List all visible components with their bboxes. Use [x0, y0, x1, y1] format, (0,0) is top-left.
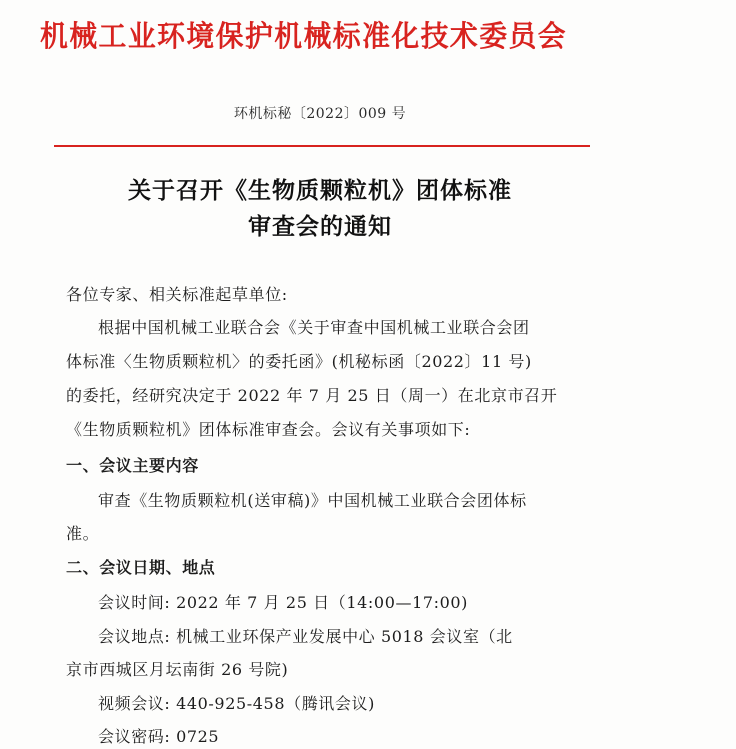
- notice-title-line-1: 关于召开《生物质颗粒机》团体标准: [128, 177, 512, 204]
- notice-title-line-2: 审查会的通知: [248, 213, 392, 240]
- intro-line-3: 的委托，经研究决定于 2022 年 7 月 25 日（周一）在北京市召开: [66, 386, 558, 405]
- section-1-content-line-2: 准。: [66, 524, 100, 543]
- section-2-heading: 二、会议日期、地点: [66, 558, 216, 577]
- section-1-content-line-1: 审查《生物质颗粒机(送审稿)》中国机械工业联合会团体标: [98, 491, 527, 510]
- section-1-heading: 一、会议主要内容: [66, 456, 199, 475]
- org-letterhead-title: 机械工业环境保护机械标准化技术委员会: [40, 19, 568, 53]
- salutation: 各位专家、相关标准起草单位:: [66, 285, 288, 304]
- intro-line-2: 体标准〈生物质颗粒机〉的委托函》(机秘标函〔2022〕11 号): [66, 352, 532, 371]
- letterhead-divider: [54, 145, 590, 147]
- document-number: 环机标秘〔2022〕009 号: [233, 106, 407, 122]
- meeting-password: 会议密码: 0725: [98, 727, 220, 746]
- intro-line-1: 根据中国机械工业联合会《关于审查中国机械工业联合会团: [98, 318, 530, 337]
- intro-line-4: 《生物质颗粒机》团体标准审查会。会议有关事项如下:: [66, 420, 471, 439]
- meeting-time: 会议时间: 2022 年 7 月 25 日（14:00—17:00): [98, 593, 469, 612]
- meeting-location-line-2: 京市西城区月坛南街 26 号院): [66, 660, 289, 679]
- video-meeting: 视频会议: 440-925-458（腾讯会议): [98, 694, 375, 713]
- meeting-location-line-1: 会议地点: 机械工业环保产业发展中心 5018 会议室（北: [98, 627, 513, 646]
